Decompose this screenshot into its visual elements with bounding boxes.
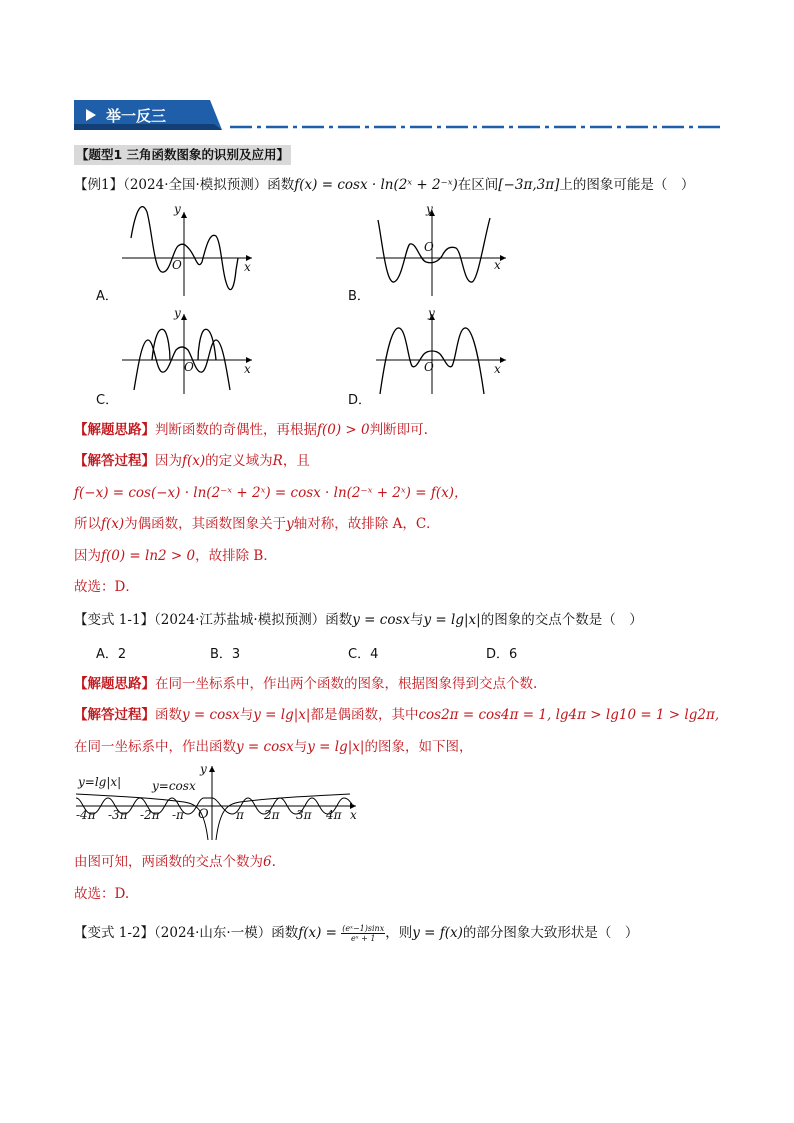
cos-lg-graph <box>74 762 364 842</box>
example1-process-line4: 因为f(0) = ln2 > 0，故排除 B． <box>74 548 277 564</box>
graph-option-c <box>118 306 258 398</box>
option-a-label: A． <box>96 289 118 304</box>
graph-option-b <box>372 200 512 300</box>
play-icon <box>86 109 96 121</box>
choice-b: B．3 <box>210 647 241 662</box>
graph-option-d <box>372 306 512 398</box>
dash-divider <box>230 125 720 129</box>
example1-question: 【例1】（2024·全国·模拟预测）函数f(x) = cosx · ln(2ˣ + 2⁻ˣ)在区间[−3π,3π]上的图象可能是（ ） <box>74 177 695 193</box>
example1-idea: 【解题思路】判断函数的奇偶性，再根据f(0) > 0判断即可. <box>74 422 428 438</box>
example1-process-line2: f(−x) = cos(−x) · ln(2⁻ˣ + 2ˣ) = cosx · ln(2⁻ˣ + 2ˣ) = f(x)， <box>74 485 468 501</box>
choice-d: D．6 <box>486 647 518 662</box>
variant1-answer: 故选：D. <box>74 886 130 902</box>
example1-answer: 故选：D． <box>74 579 139 595</box>
example1-process-line1: 【解答过程】因为f(x)的定义域为R，且 <box>74 453 310 469</box>
variant1-process-line2: 在同一坐标系中，作出函数y = cosx与y = lg|x|的图象，如下图， <box>74 739 473 755</box>
variant1-process-line1: 【解答过程】函数y = cosx与y = lg|x|都是偶函数，其中cos2π = cos4π = 1, lg4π > lg10 = 1 > lg2π, <box>74 707 720 723</box>
section-title: 举一反三 <box>106 107 167 125</box>
variant1-idea: 【解题思路】在同一坐标系中，作出两个函数的图象，根据图象得到交点个数. <box>74 676 538 692</box>
type-heading: 【题型1 三角函数图象的识别及应用】 <box>74 145 291 165</box>
option-d-label: D． <box>348 393 372 408</box>
variant1-conclusion: 由图可知，两函数的交点个数为6. <box>74 854 276 870</box>
option-c-label: C． <box>96 393 119 408</box>
graph-option-a <box>118 200 258 300</box>
variant1-question: 【变式 1-1】（2024·江苏盐城·模拟预测）函数y = cosx与y = lg|x|的图象的交点个数是（ ） <box>74 612 643 628</box>
choice-a: A．2 <box>96 647 127 662</box>
example1-process-line3: 所以f(x)为偶函数，其函数图象关于y轴对称，故排除 A，C． <box>74 516 440 532</box>
choice-c: C．4 <box>348 647 379 662</box>
option-b-label: B． <box>348 289 370 304</box>
variant2-question: 【变式 1-2】（2024·山东·一模）函数f(x) = $\frac{\text{(eˣ−1)sinx}}{\text{eˣ + 1}}$ ，则y = f(x)的部分图象大致形状是（ ） <box>74 924 639 943</box>
